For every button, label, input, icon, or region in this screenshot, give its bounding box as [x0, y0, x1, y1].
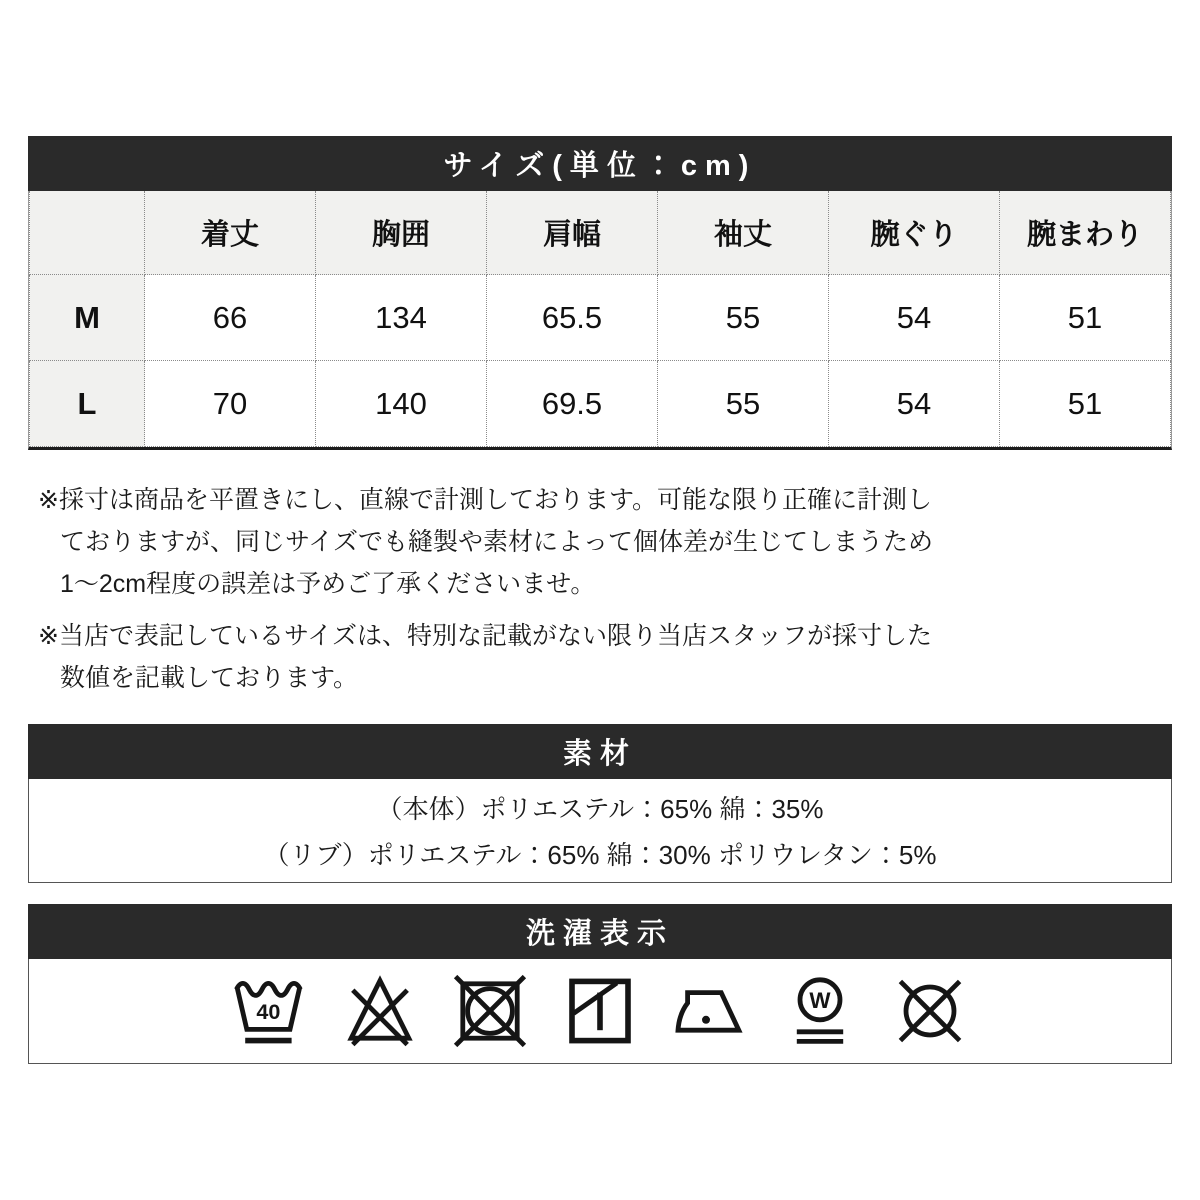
- size-table-corner-cell: [30, 191, 145, 275]
- line-dry-in-shade-icon: [558, 971, 642, 1051]
- size-section-header-bar: [28, 136, 1172, 191]
- do-not-dry-clean-icon: [888, 971, 972, 1051]
- note-line: ※当店で表記しているサイズは、特別な記載がない限り当店スタッフが採寸した: [38, 622, 932, 650]
- care-section-header-bar: [28, 904, 1172, 959]
- note-measuring-method: [38, 479, 1172, 605]
- care-symbols-row: [28, 959, 1172, 1064]
- note-staff-measured: [38, 615, 1172, 699]
- note-line: 1〜2cm程度の誤差は予めご了承くださいませ。: [60, 570, 596, 598]
- size-row-m: [30, 275, 1171, 361]
- note-line: ておりますが、同じサイズでも縫製や素材によって個体差が生じてしまうため: [60, 528, 934, 556]
- cell-m-chest: 134: [316, 275, 487, 361]
- size-table-header-row: [30, 191, 1171, 275]
- col-header-sleeve-length: 袖丈: [658, 191, 829, 275]
- material-section-header-bar: [28, 724, 1172, 779]
- cell-l-arm-circumference: 51: [1000, 361, 1171, 447]
- measurement-notes: [28, 479, 1172, 699]
- material-line-rib: （リブ）ポリエステル：65% 綿：30% ポリウレタン：5%: [263, 840, 937, 870]
- care-section: [28, 904, 1172, 1064]
- iron-low-heat-icon: [668, 971, 752, 1051]
- do-not-bleach-icon: [338, 971, 422, 1051]
- cell-l-body-length: 70: [145, 361, 316, 447]
- cell-l-armhole: 54: [829, 361, 1000, 447]
- col-header-chest: 胸囲: [316, 191, 487, 275]
- col-header-body-length: 着丈: [145, 191, 316, 275]
- note-line: 数値を記載しております。: [60, 664, 359, 692]
- size-section: [28, 136, 1172, 450]
- size-table: [29, 191, 1171, 447]
- do-not-tumble-dry-icon: [448, 971, 532, 1051]
- size-section-title: サイズ(単位：cm): [443, 150, 757, 182]
- material-body: [28, 779, 1172, 883]
- cell-m-body-length: 66: [145, 275, 316, 361]
- cell-m-shoulder-width: 65.5: [487, 275, 658, 361]
- material-line-body: （本体）ポリエステル：65% 綿：35%: [376, 794, 824, 824]
- content: [28, 136, 1172, 1064]
- care-section-title: 洗濯表示: [525, 918, 674, 950]
- svg-text:W: W: [809, 987, 831, 1013]
- col-header-armhole: 腕ぐり: [829, 191, 1000, 275]
- size-row-l: [30, 361, 1171, 447]
- col-header-shoulder-width: 肩幅: [487, 191, 658, 275]
- cell-m-armhole: 54: [829, 275, 1000, 361]
- size-table-wrap: [28, 191, 1172, 450]
- size-label-m: M: [30, 275, 145, 361]
- cell-l-shoulder-width: 69.5: [487, 361, 658, 447]
- material-section-title: 素材: [562, 738, 637, 770]
- cell-m-sleeve-length: 55: [658, 275, 829, 361]
- col-header-arm-circumference: 腕まわり: [1000, 191, 1171, 275]
- svg-text:40: 40: [256, 999, 281, 1024]
- material-section: [28, 724, 1172, 883]
- wet-clean-gentle-icon: [778, 971, 862, 1051]
- size-label-l: L: [30, 361, 145, 447]
- cell-l-chest: 140: [316, 361, 487, 447]
- note-line: ※採寸は商品を平置きにし、直線で計測しております。可能な限り正確に計測し: [38, 486, 932, 514]
- wash-40-gentle-icon: [228, 971, 312, 1051]
- cell-l-sleeve-length: 55: [658, 361, 829, 447]
- cell-m-arm-circumference: 51: [1000, 275, 1171, 361]
